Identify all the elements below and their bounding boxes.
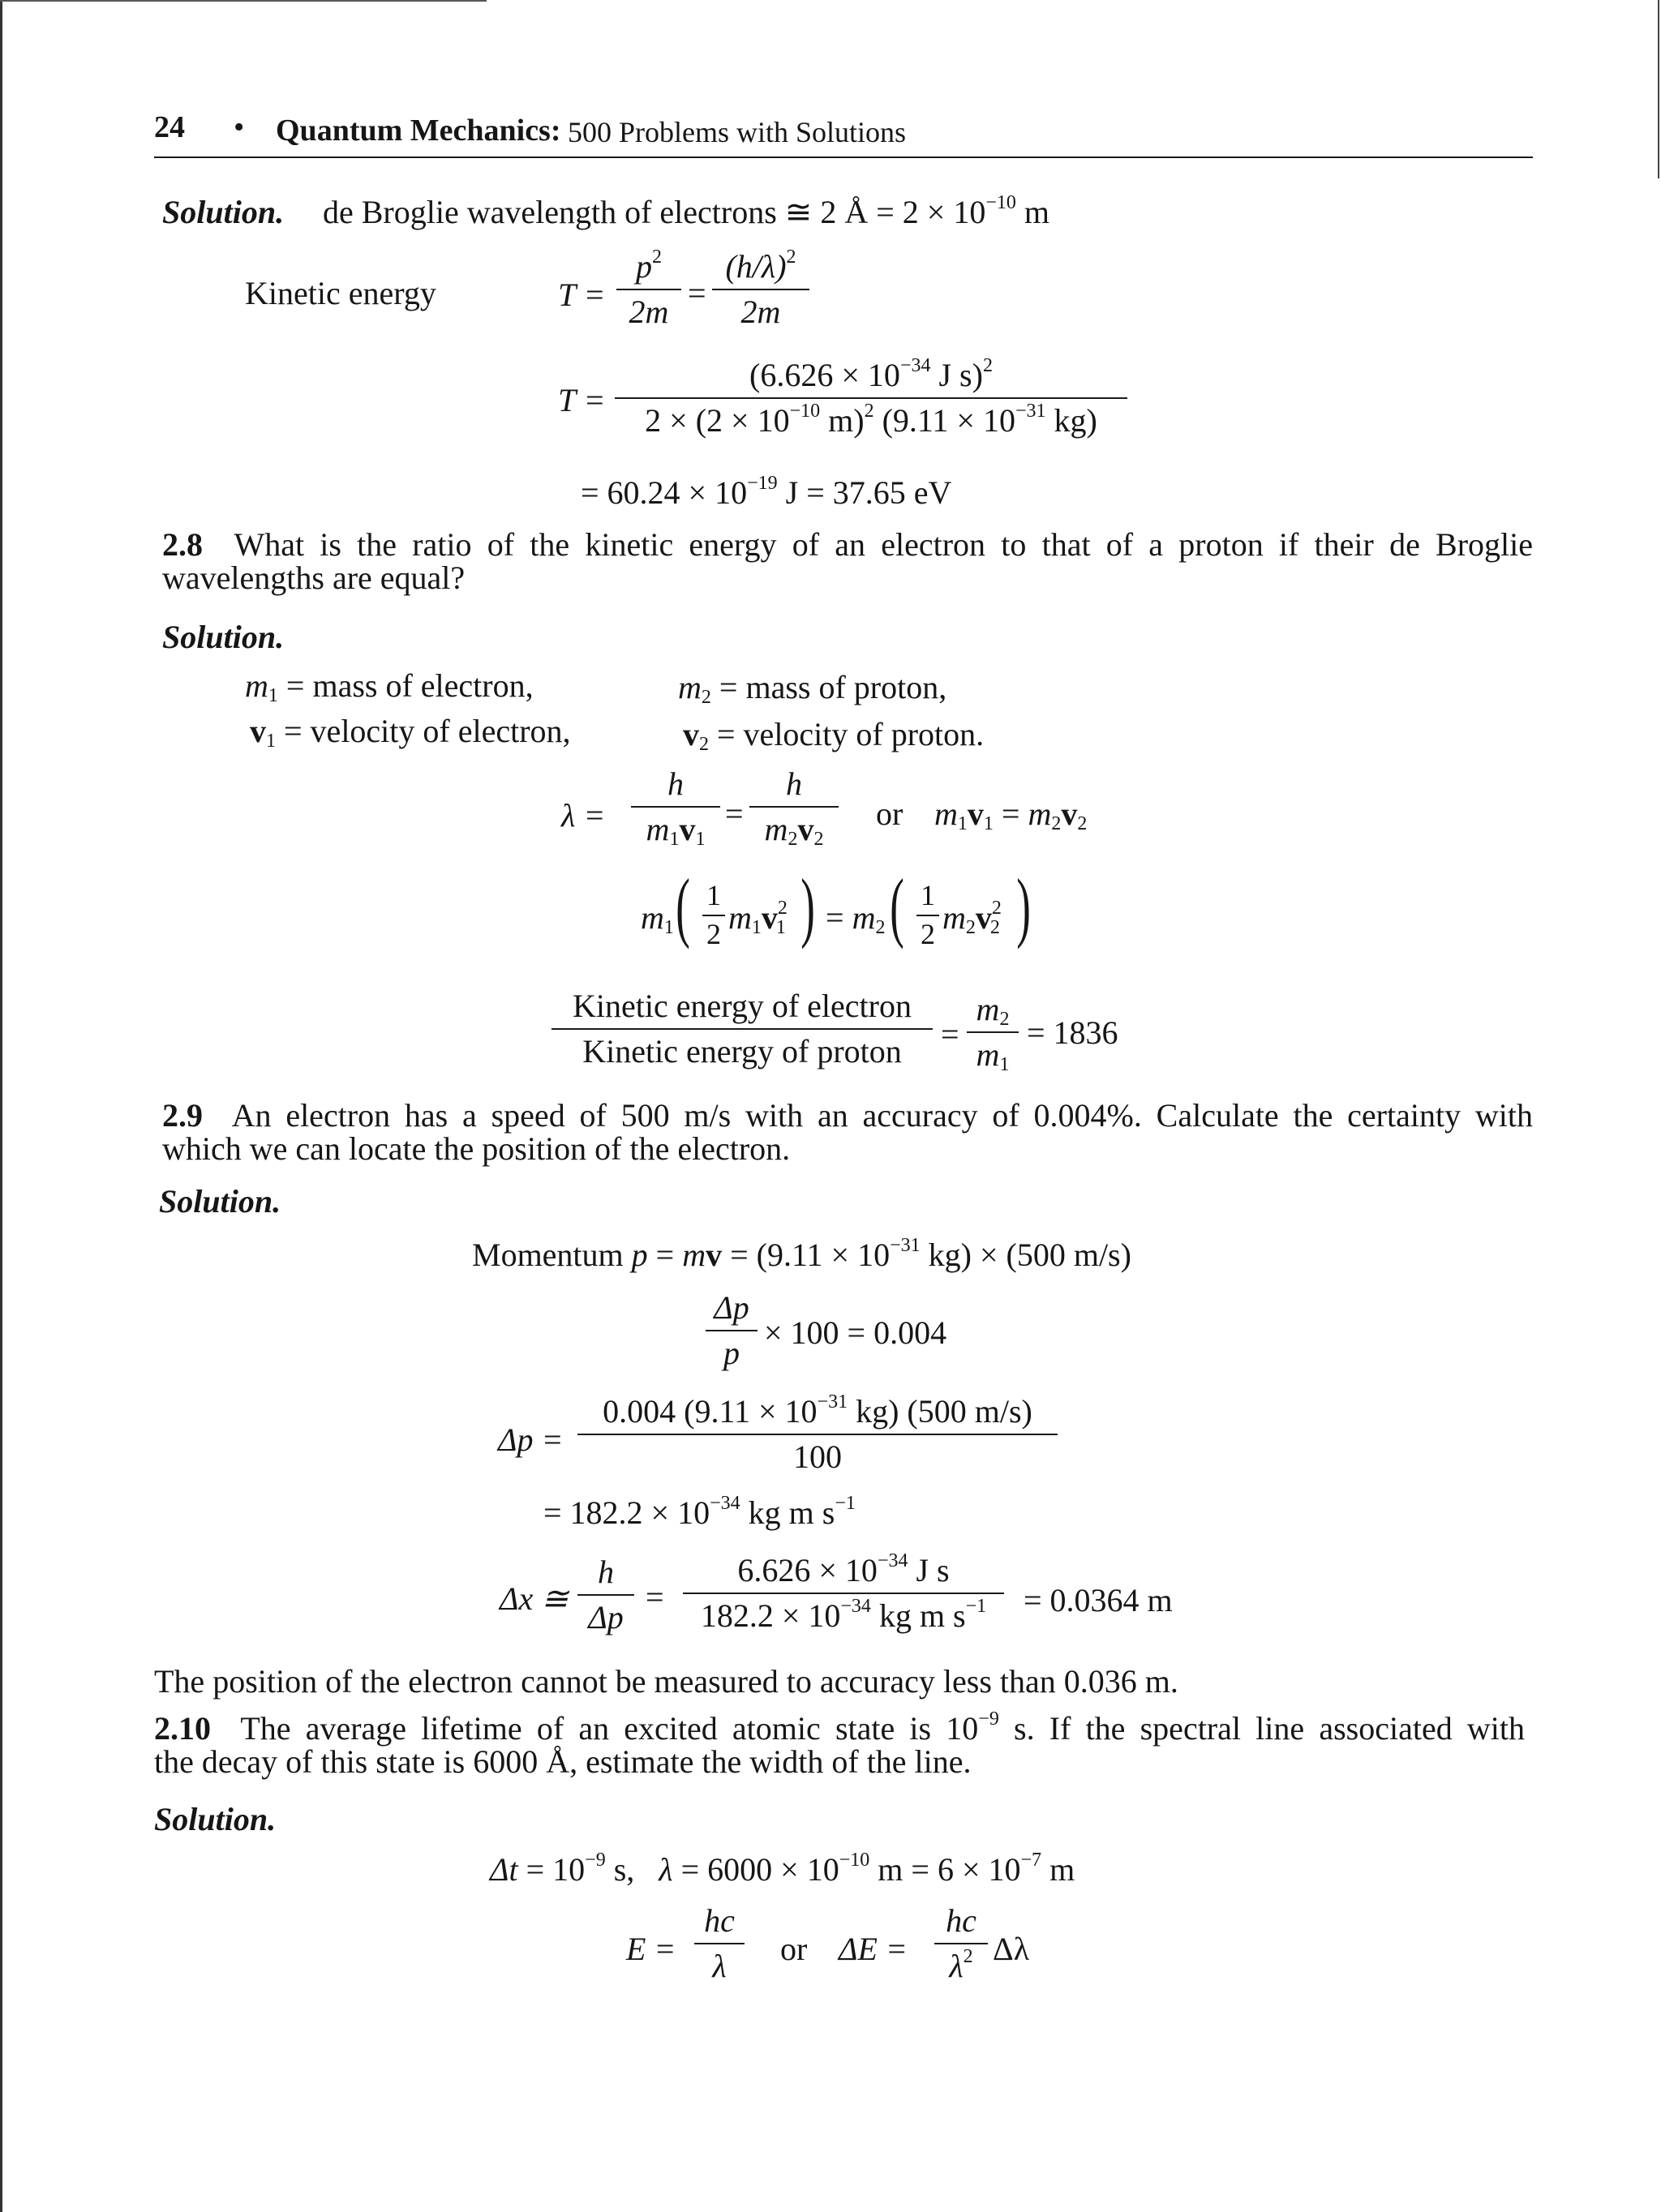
page-number: 24: [154, 110, 185, 144]
paren-open-2: (: [890, 863, 904, 950]
solution-intro-27: de Broglie wavelength of electrons ≅ 2 Å = $2 \times 10^{-10}$ m: [323, 192, 1049, 230]
fraction-hc-over-lambda-squared: hc $\lambda^2$: [934, 1904, 988, 1983]
question-2-10-line2: the decay of this state is 6000 Å, estimate the width of the line.: [154, 1743, 972, 1780]
t-equals-1: T =: [558, 276, 606, 313]
fraction-dp-numeric: 0.004 ($9.11 \times 10^{-31}$ kg) (500 m/s) 100: [577, 1395, 1058, 1474]
header-rule: [154, 156, 1533, 158]
equals-sign: =: [725, 795, 744, 832]
equals-sign: =: [941, 1016, 959, 1052]
solution-label-28: Solution.: [162, 619, 285, 655]
kinetic-energy-product-left: $m_1$: [641, 899, 674, 938]
paren-close-1: ): [800, 863, 815, 950]
paren-close-2: ): [1016, 863, 1031, 950]
question-2-8-line2: wavelengths are equal?: [162, 559, 466, 596]
dp-result: = $182.2 \times 10^{-34}$ kg m $s^{-1}$: [543, 1493, 856, 1531]
solution-label-27: Solution.: [162, 194, 285, 230]
paren-open-1: (: [676, 863, 690, 950]
definition-v1: $v_1$ = velocity of electron,: [250, 713, 571, 752]
question-2-10-line1: The average lifetime of an excited atomic state is $10^{-9}$ s. If the spectral line associated with: [240, 1708, 1525, 1747]
book-subtitle: 500 Problems with Solutions: [568, 116, 907, 148]
fraction-h-over-m1v1: h $m_1v_1$: [631, 767, 720, 847]
problem-number-2-10: 2.10: [154, 1710, 211, 1747]
problem-2-10: [154, 1709, 1525, 1781]
or-word: or: [876, 795, 903, 832]
definition-v2: $v_2$ = velocity of proton.: [683, 716, 985, 755]
fraction-kinetic-energy-numeric: ($6.626 \times 10^{-34}$ J s)$^2$ $2 \times (2 \times 10^{-10}$ m)$^2$ ($9.11 \times 10^{-31}$ kg): [615, 358, 1127, 438]
lambda-equals: λ =: [561, 797, 606, 834]
scan-edge-right: [1658, 0, 1659, 178]
fraction-h-over-m2v2: h $m_2v_2$: [749, 767, 839, 847]
question-2-9-line2: which we can locate the position of the electron.: [162, 1130, 791, 1167]
e-equals: E =: [626, 1931, 676, 1967]
dt-lambda-values: $\Delta t = 10^{-9}$ s, $\lambda = 6000 \times 10^{-10}$ $m = 6 \times 10^{-7}$ m: [490, 1850, 1075, 1888]
kinetic-energy-result: = $60.24 \times 10^{-19}$ J = 37.65 eV: [581, 473, 952, 511]
fraction-dx-numeric: $6.626 \times 10^{-34}$ J s $182.2 \times 10^{-34}$ kg m $s^{-1}$: [683, 1554, 1004, 1633]
definition-m2: $m_2$ = mass of proton,: [678, 669, 947, 708]
dp-equals: Δp =: [498, 1421, 564, 1458]
header-bullet: •: [234, 110, 245, 144]
ratio-result: = 1836: [1027, 1014, 1118, 1051]
book-title: Quantum Mechanics:: [276, 114, 561, 148]
fraction-one-half-2: 1 2: [916, 881, 939, 950]
problem-2-9: [162, 1096, 1533, 1168]
t-equals-2: T =: [558, 382, 606, 418]
scan-edge-left: [0, 0, 2, 2212]
fraction-dp-over-p: Δp p: [706, 1291, 758, 1370]
solution-label-29: Solution.: [159, 1183, 281, 1220]
momentum-equality: $m_1v_1 = m_2v_2$: [934, 795, 1088, 834]
equals-sign: =: [688, 275, 706, 311]
question-2-8-line1: What is the ratio of the kinetic energy of an electron to that of a proton if their de Broglie: [234, 526, 1534, 563]
fraction-one-half-1: 1 2: [702, 881, 725, 950]
dx-result: = 0.0364 m: [1024, 1582, 1173, 1618]
fraction-p2-over-2m: $p^2$ 2m: [616, 250, 681, 329]
momentum-equation: Momentum p = mv = ($9.11 \times 10^{-31}$ kg) × (500 m/s): [472, 1235, 1131, 1273]
problem-number-2-9: 2.9: [162, 1097, 203, 1134]
kinetic-energy-label: Kinetic energy: [245, 275, 436, 311]
equals-m2: = $m_2$: [826, 899, 886, 938]
problem-number-2-8: 2.8: [162, 526, 203, 563]
dx-approx-equals: Δx ≅: [500, 1580, 569, 1617]
scan-edge-top: [0, 0, 487, 2]
m1v1-squared: $m_1v^2_1$: [728, 898, 788, 938]
times-100-equation: × 100 = 0.004: [764, 1314, 947, 1351]
problem-2-8: [162, 525, 1533, 597]
de-equals: ΔE =: [839, 1931, 908, 1967]
fraction-m2-over-m1: $m_2$ $m_1$: [967, 992, 1019, 1072]
fraction-hlambda-over-2m: $(h/\lambda)^2$ 2m: [712, 250, 809, 329]
fraction-h-over-dp: h Δp: [577, 1555, 634, 1635]
equals-sign: =: [646, 1579, 664, 1615]
conclusion-2-9: The position of the electron cannot be measured to accuracy less than 0.036 m.: [154, 1663, 1178, 1700]
fraction-hc-over-lambda: hc λ: [694, 1904, 745, 1983]
delta-lambda: Δλ: [993, 1931, 1030, 1967]
definition-m1: $m_1$ = mass of electron,: [245, 667, 534, 706]
or-word: or: [780, 1931, 808, 1967]
fraction-ke-ratio: Kinetic energy of electron Kinetic energy of proton: [552, 989, 933, 1069]
solution-label-210: Solution.: [154, 1801, 277, 1837]
question-2-9-line1: An electron has a speed of 500 m/s with an accuracy of 0.004%. Calculate the certainty with: [231, 1097, 1534, 1134]
m2v2-squared: $m_2v^2_2$: [942, 898, 1002, 938]
